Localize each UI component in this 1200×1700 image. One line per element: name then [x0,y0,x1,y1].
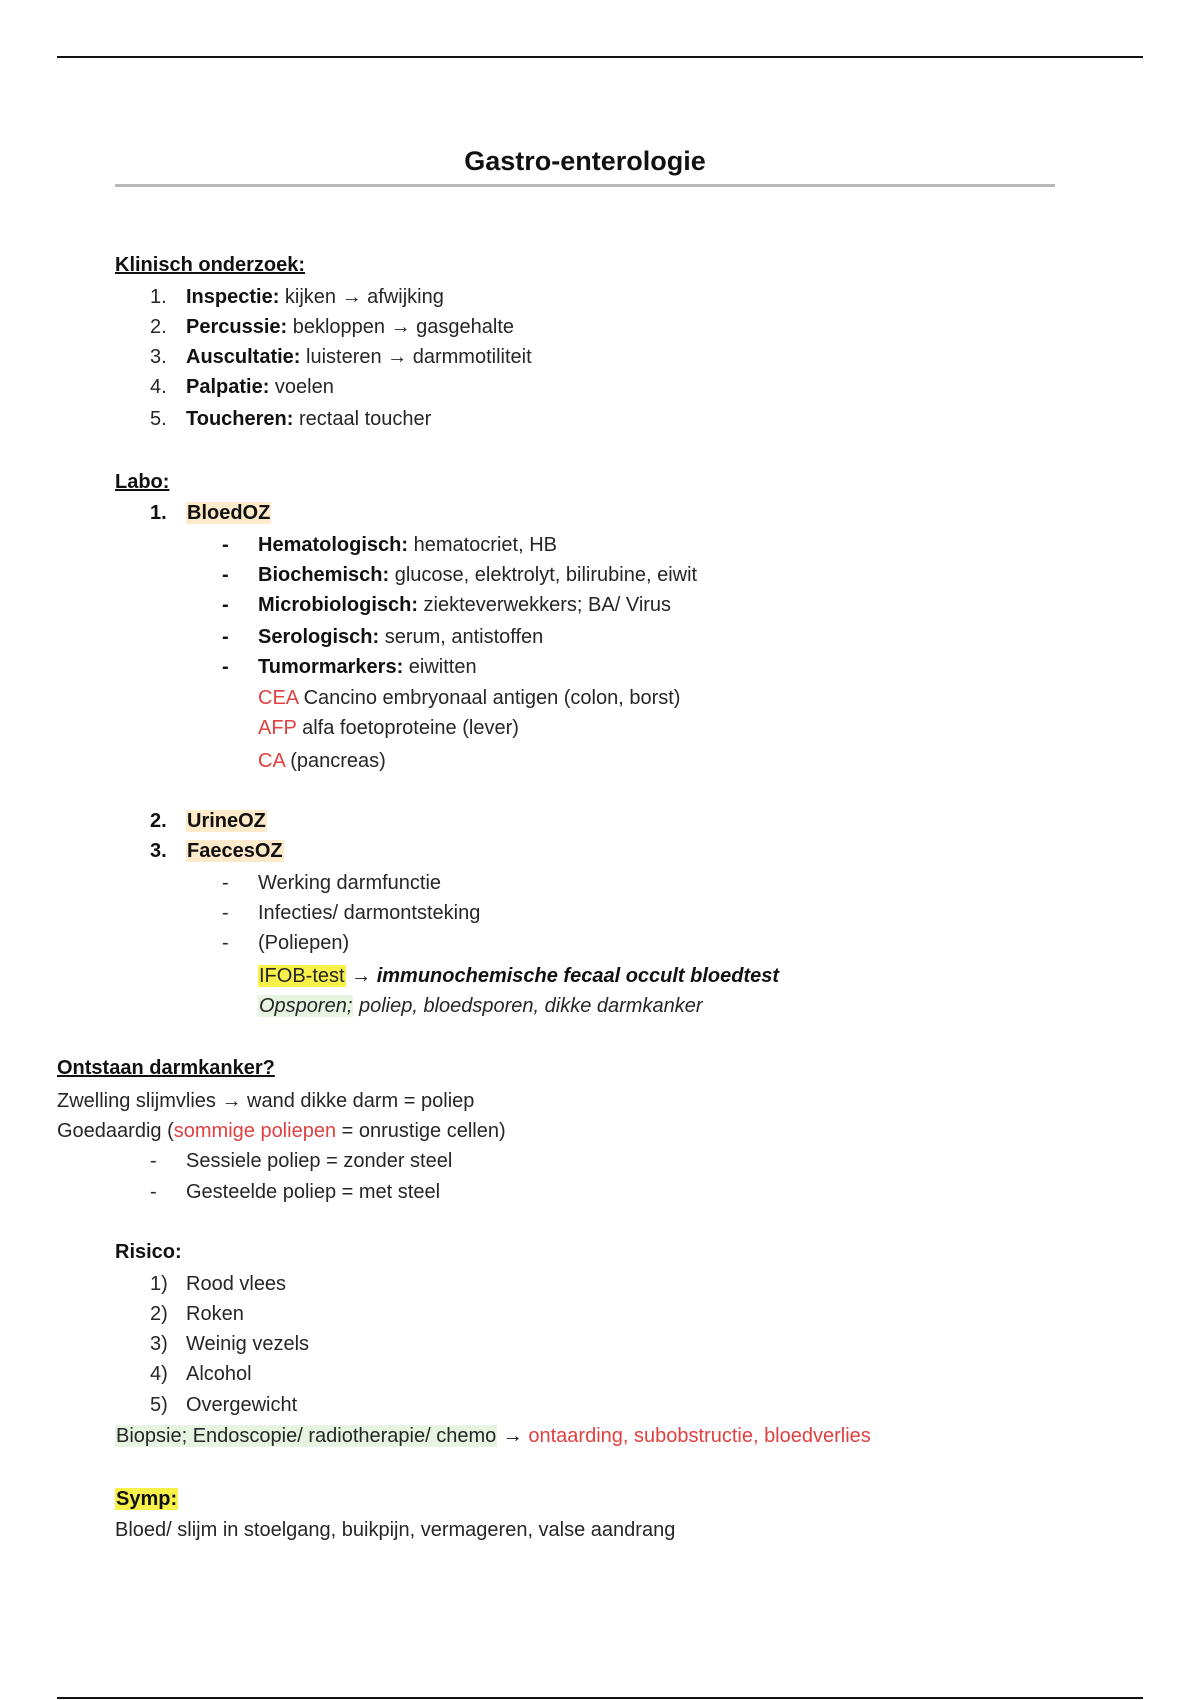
list-item: - (Poliepen) [222,932,350,954]
section-heading-symp: Symp: [116,1488,178,1510]
list-item: 3. Auscultatie: luisteren → darmmotiliteit [150,346,532,368]
labo-item-faeces: 3. FaecesOZ [150,840,283,862]
ifob-test-line: IFOB-test → immunochemische fecaal occult bloedtest [259,965,780,987]
list-item: - Tumormarkers: eiwitten [222,656,477,678]
list-item: 2. Percussie: bekloppen → gasgehalte [150,316,515,338]
list-item: - Hematologisch: hematocriet, HB [222,534,557,556]
list-item: - Werking darmfunctie [222,872,442,894]
list-item: - Gesteelde poliep = met steel [150,1181,441,1203]
section-heading-labo: Labo: [115,471,170,493]
tumor-marker: CA (pancreas) [258,750,386,772]
list-item: - Microbiologisch: ziekteverwekkers; BA/ Virus [222,594,672,616]
list-item: - Sessiele poliep = zonder steel [150,1150,453,1172]
symptoms-line: Bloed/ slijm in stoelgang, buikpijn, vermageren, valse aandrang [115,1519,676,1541]
tumor-marker: AFP alfa foetoproteine (lever) [258,717,519,739]
list-item: 3) Weinig vezels [150,1333,310,1355]
list-item: - Infecties/ darmontsteking [222,902,481,924]
list-item: 2) Roken [150,1303,244,1325]
list-item: 5. Toucheren: rectaal toucher [150,408,432,430]
ontstaan-line-2: Goedaardig (sommige poliepen = onrustige cellen) [57,1120,506,1142]
opsporen-line: Opsporen; poliep, bloedsporen, dikke darmkanker [259,995,703,1017]
list-item: 5) Overgewicht [150,1394,298,1416]
title-underline [115,184,1055,187]
section-heading-ontstaan: Ontstaan darmkanker? [57,1057,275,1079]
list-item: 1. Inspectie: kijken → afwijking [150,286,444,308]
top-rule [57,56,1143,58]
tumor-marker: CEA Cancino embryonaal antigen (colon, borst) [258,687,681,709]
section-heading-klinisch: Klinisch onderzoek: [115,254,306,276]
list-item: - Biochemisch: glucose, elektrolyt, bilirubine, eiwit [222,564,698,586]
labo-item-bloed: 1. BloedOZ [150,502,271,524]
treatment-line: Biopsie; Endoscopie/ radiotherapie/ chemo → ontaarding, subobstructie, bloedverlies [116,1425,871,1447]
list-item: 4. Palpatie: voelen [150,376,334,398]
page-title: Gastro-enterologie [464,146,706,176]
list-item: 4) Alcohol [150,1363,252,1385]
list-item: - Serologisch: serum, antistoffen [222,626,544,648]
bottom-rule [57,1697,1143,1699]
ontstaan-line-1: Zwelling slijmvlies → wand dikke darm = poliep [57,1090,475,1112]
labo-item-urine: 2. UrineOZ [150,810,266,832]
list-item: 1) Rood vlees [150,1273,287,1295]
section-heading-risico: Risico: [115,1241,182,1263]
